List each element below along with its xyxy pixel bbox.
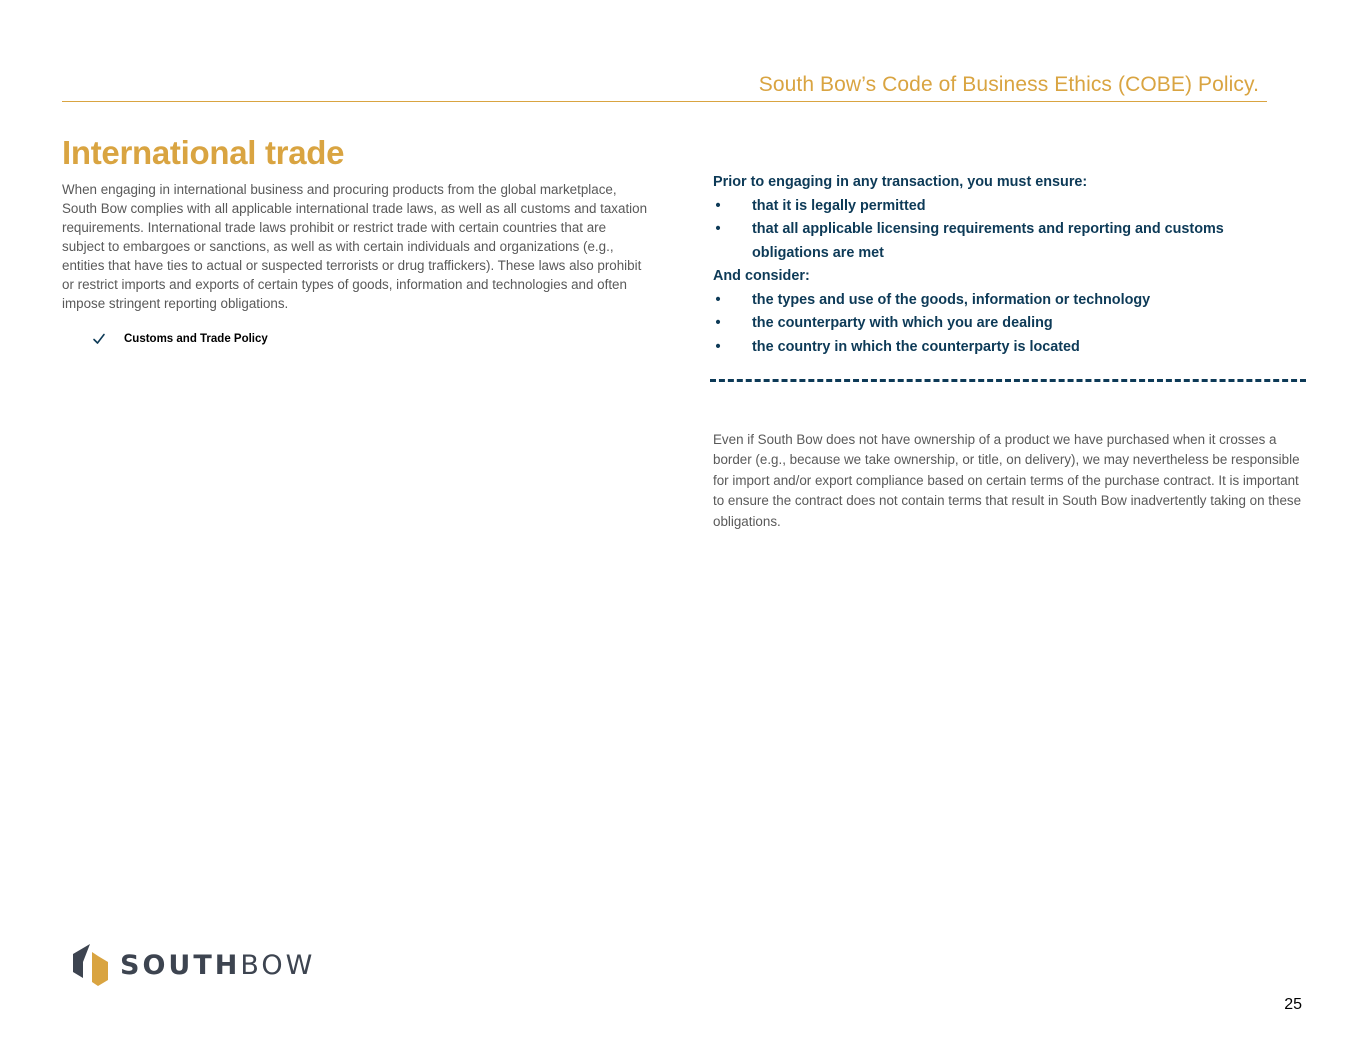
logo-wordmark-south: SOUTH bbox=[120, 949, 241, 981]
list-item bbox=[713, 289, 1303, 313]
section-heading: International trade bbox=[62, 134, 345, 171]
list-item bbox=[713, 195, 1303, 219]
southbow-logo-mark-icon bbox=[70, 942, 110, 988]
logo-wordmark bbox=[120, 950, 315, 981]
consider-list bbox=[713, 289, 1303, 360]
page-number: 25 bbox=[1284, 996, 1302, 1013]
bullet-icon: • bbox=[715, 197, 721, 214]
dashed-divider bbox=[710, 379, 1306, 382]
check-icon bbox=[92, 332, 106, 346]
transaction-checklist bbox=[713, 171, 1303, 359]
document-header-title: South Bow’s Code of Business Ethics (COBE) Policy. bbox=[758, 73, 1259, 96]
policy-link-label[interactable]: Customs and Trade Policy bbox=[124, 333, 268, 345]
ensure-list bbox=[713, 195, 1303, 266]
list-item-text: that all applicable licensing requirements and reporting and customs obligations are met bbox=[752, 221, 1224, 261]
bullet-icon: • bbox=[715, 221, 721, 237]
bullet-icon: • bbox=[715, 291, 721, 308]
list-item-text: that it is legally permitted bbox=[752, 197, 926, 214]
ensure-heading: Prior to engaging in any transaction, you must ensure: bbox=[713, 174, 1088, 190]
ownership-note-paragraph: Even if South Bow does not have ownership of a product we have purchased when it crosses a border (e.g., because we take ownership, or title, on delivery), we may nevertheless be responsible for import and/or export compliance based on certain terms of the purchase contract. It is important to ensure the contract does not contain terms that result in South Bow inadvertently taking on these obligations. bbox=[713, 432, 1302, 529]
customs-trade-policy-link[interactable] bbox=[92, 332, 268, 346]
consider-heading: And consider: bbox=[713, 268, 810, 284]
intro-paragraph: When engaging in international business and procuring products from the global marketplace, South Bow complies with all applicable international trade laws, as well as all customs and taxation requirements. International trade laws prohibit or restrict trade with certain countries that are subject to embargoes or sanctions, as well as with certain individuals and organizations (e.g., entities that have ties to actual or suspected terrorists or drug traffickers). These laws also prohibit or restrict imports and exports of certain types of goods, information and technologies and often impose stringent reporting obligations. bbox=[62, 182, 648, 311]
list-item bbox=[713, 312, 1303, 336]
list-item bbox=[713, 218, 1303, 265]
list-item bbox=[713, 336, 1303, 360]
header-divider bbox=[62, 101, 1267, 102]
bullet-icon: • bbox=[715, 338, 721, 355]
list-item-text: the country in which the counterparty is located bbox=[752, 338, 1080, 355]
list-item-text: the types and use of the goods, information or technology bbox=[752, 291, 1151, 308]
list-item-text: the counterparty with which you are dealing bbox=[752, 315, 1053, 331]
logo-wordmark-bow: BOW bbox=[240, 949, 316, 981]
bullet-icon: • bbox=[715, 315, 721, 331]
southbow-logo bbox=[70, 942, 315, 988]
